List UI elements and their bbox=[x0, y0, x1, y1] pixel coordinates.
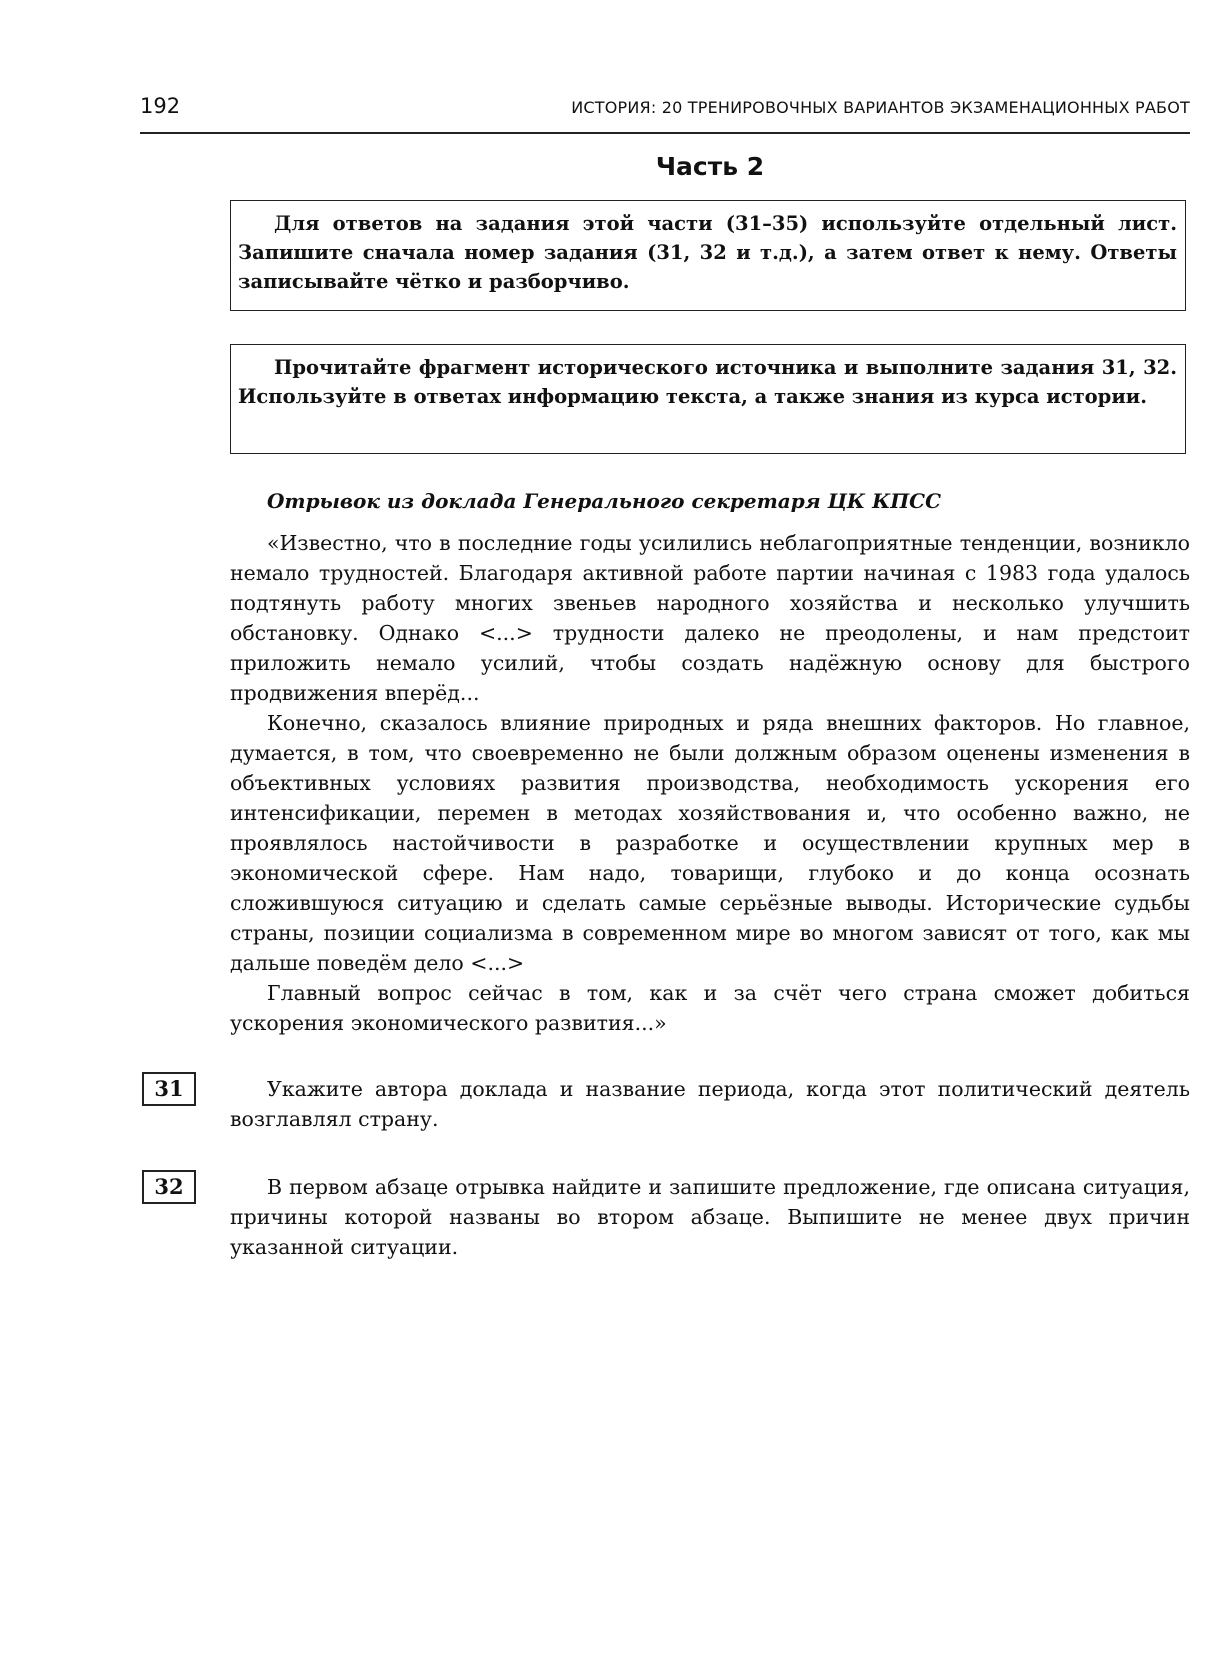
answer-instructions-box bbox=[230, 200, 1186, 311]
answer-instructions-text: Для ответов на задания этой части (31–35) используйте отдельный лист. Запишите сначала номер задания (31, 32 и т.д.), а затем ответ к нему. Ответы записывайте чётко и разборчиво. bbox=[238, 212, 1177, 293]
page-number: 192 bbox=[140, 94, 181, 118]
source-paragraph: Главный вопрос сейчас в том, как и за счёт чего страна сможет добиться ускорения экономического развития...» bbox=[230, 981, 1190, 1035]
source-heading: Отрывок из доклада Генерального секретаря ЦК КПСС bbox=[267, 489, 941, 513]
source-paragraph: Конечно, сказалось влияние природных и ряда внешних факторов. Но главное, думается, в том, что своевременно не были должным образом оценены изменения в объективных условиях развития производства, необходимость ускорения его интенсификации, перемен в методах хозяйствования и, что особенно важно, не проявлялось настойчивости в разработке и осуществлении крупных мер в экономической сфере. Нам надо, товарищи, глубоко и до конца осознать сложившуюся ситуацию и сделать самые серьёзные выводы. Исторические судьбы страны, позиции социализма в современном мире во многом зависят от того, как мы дальше поведём дело <...> bbox=[230, 711, 1190, 975]
task-text: В первом абзаце отрывка найдите и запишите предложение, где описана ситуация, причины которой названы во втором абзаце. Выпишите не менее двух причин указанной ситуации. bbox=[230, 1175, 1190, 1259]
source-excerpt bbox=[230, 528, 1190, 1038]
part-title: Часть 2 bbox=[655, 152, 765, 181]
reading-instructions-text: Прочитайте фрагмент исторического источника и выполните задания 31, 32. Используйте в ответах информацию текста, а также знания из курса истории. bbox=[238, 356, 1177, 408]
task-number-box: 32 bbox=[142, 1170, 196, 1204]
source-paragraph: «Известно, что в последние годы усилились неблагоприятные тенденции, возникло немало трудностей. Благодаря активной работе партии начиная с 1983 года удалось подтянуть работу многих звеньев народного хозяйства и несколько улучшить обстановку. Однако <...> трудности далеко не преодолены, и нам предстоит приложить немало усилий, чтобы создать надёжную основу для быстрого продвижения вперёд... bbox=[230, 531, 1190, 705]
book-title: ИСТОРИЯ: 20 ТРЕНИРОВОЧНЫХ ВАРИАНТОВ ЭКЗАМЕНАЦИОННЫХ РАБОТ bbox=[571, 98, 1190, 117]
task-text: Укажите автора доклада и название периода, когда этот политический деятель возглавлял страну. bbox=[230, 1077, 1190, 1131]
reading-instructions-box bbox=[230, 344, 1186, 454]
task-number-box: 31 bbox=[142, 1072, 196, 1106]
running-header bbox=[140, 92, 1190, 134]
